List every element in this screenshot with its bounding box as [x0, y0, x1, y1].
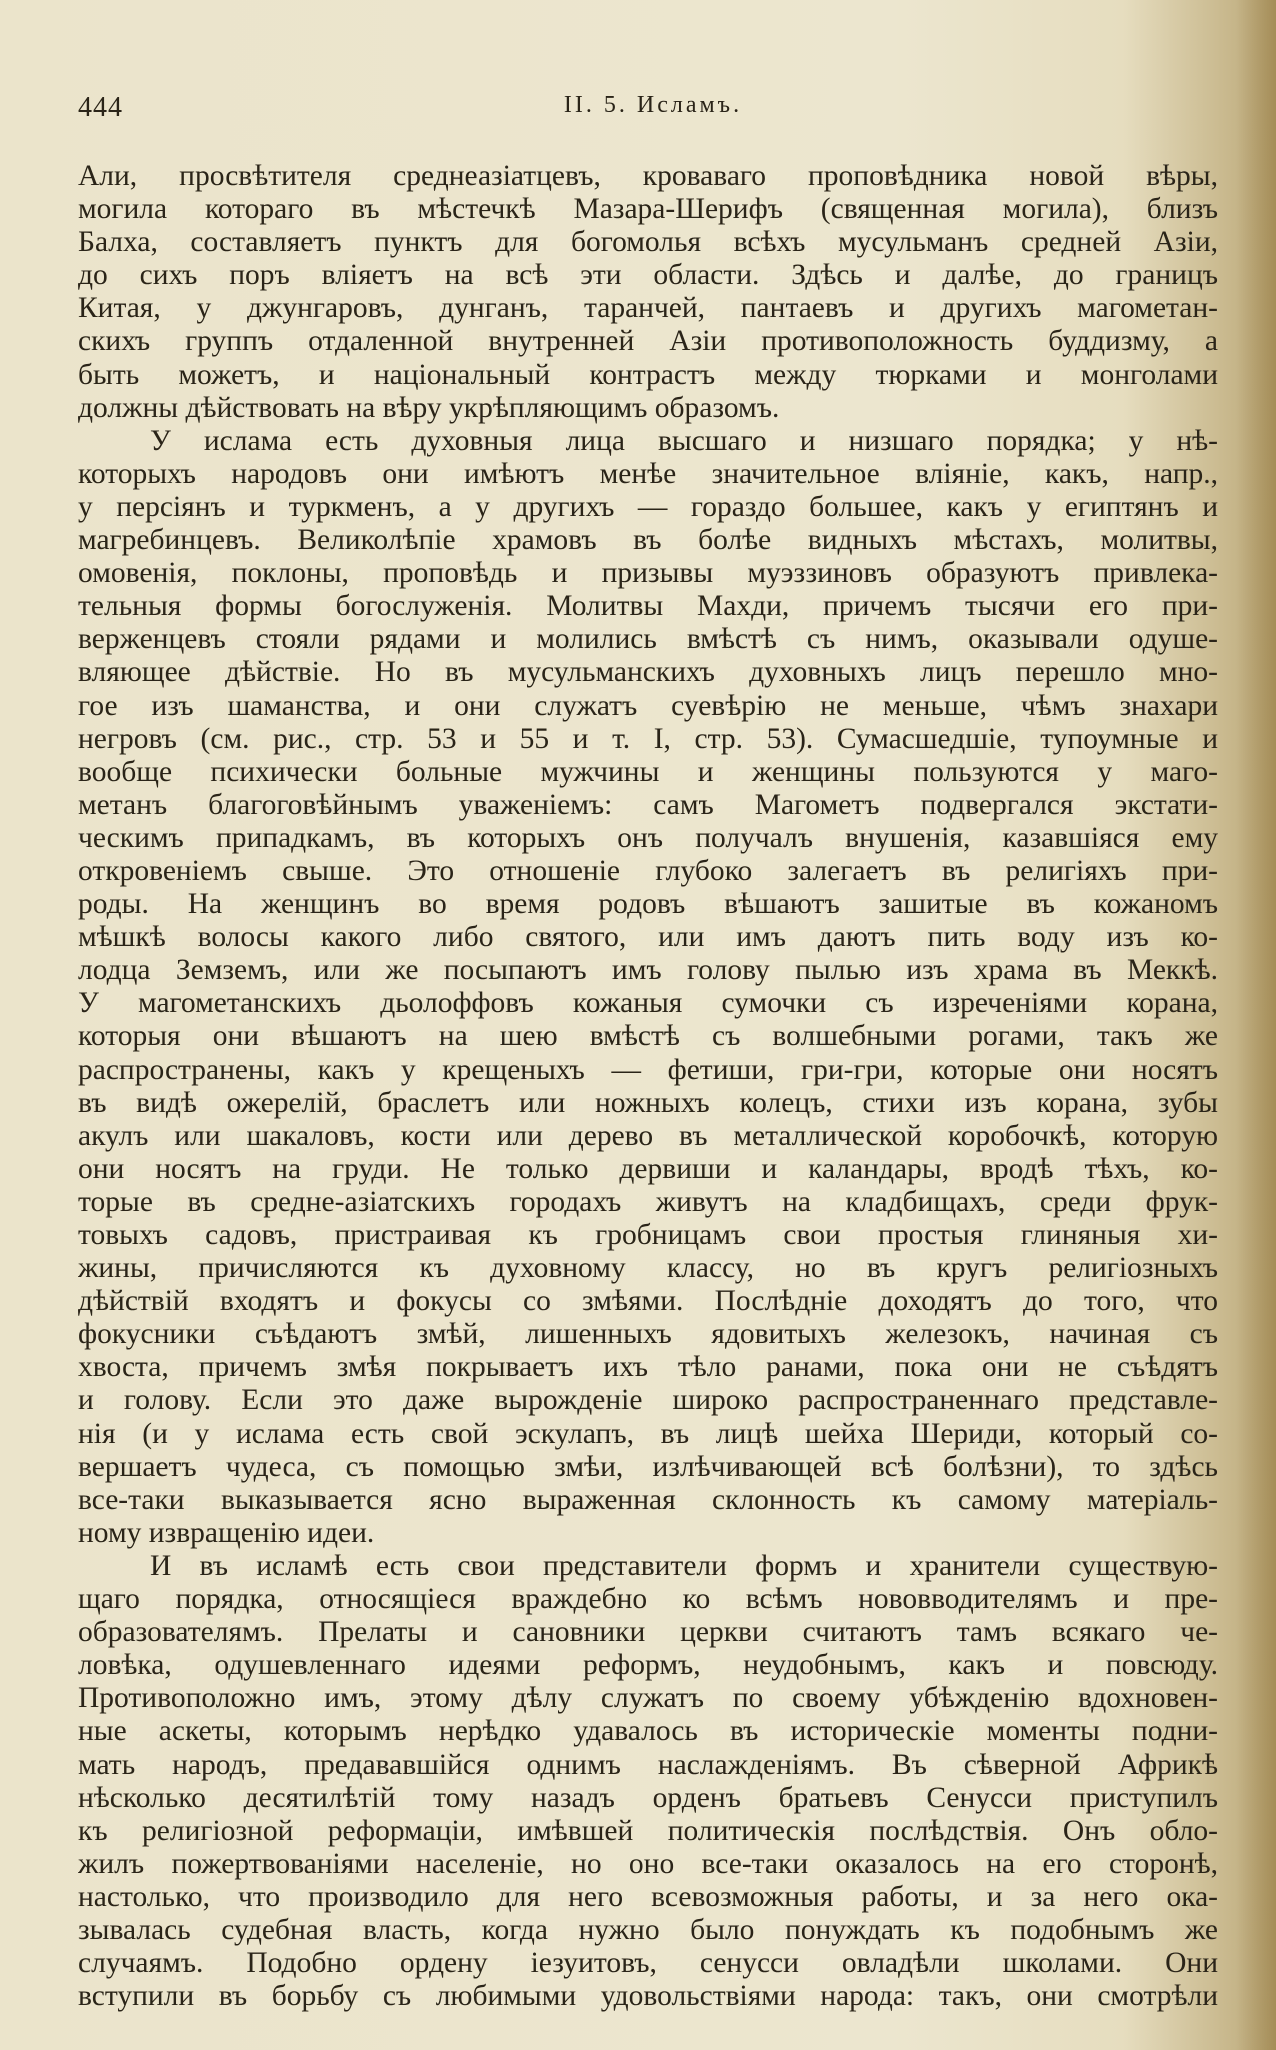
text-line: къ религіозной реформаціи, имѣвшей политическія послѣдствія. Онъ обло-	[78, 1814, 1218, 1847]
text-line: вообще психически больные мужчины и женщины пользуются у маго-	[78, 755, 1218, 788]
text-line: мѣшкѣ волосы какого либо святого, или имъ даютъ пить воду изъ ко-	[78, 921, 1218, 954]
text-line: откровеніемъ свыше. Это отношеніе глубоко залегаетъ въ религіяхъ при-	[78, 854, 1218, 887]
text-line: фокусники съѣдаютъ змѣй, лишенныхъ ядовитыхъ железокъ, начиная съ	[78, 1318, 1218, 1351]
text-line: верженцевъ стояли рядами и молились вмѣстѣ съ нимъ, оказывали одуше-	[78, 623, 1218, 656]
body-text	[78, 160, 1218, 2013]
page-header	[78, 92, 1228, 128]
text-line: дѣйствій входятъ и фокусы со змѣями. Послѣдніе доходятъ до того, что	[78, 1285, 1218, 1318]
text-line: Али, просвѣтителя среднеазіатцевъ, кроваваго проповѣдника новой вѣры,	[78, 160, 1218, 192]
text-line: гое изъ шаманства, и они служатъ суевѣрію не меньше, чѣмъ знахари	[78, 689, 1218, 722]
text-line: роды. На женщинъ во время родовъ вѣшаютъ зашитые въ кожаномъ	[78, 888, 1218, 921]
page-edge-shadow	[1236, 0, 1276, 2050]
text-line: ловѣка, одушевленнаго идеями реформъ, неудобнымъ, какъ и повсюду.	[78, 1649, 1218, 1682]
text-line: жилъ пожертвованіями населеніе, но оно все-таки оказалось на его сторонѣ,	[78, 1847, 1218, 1880]
text-line: щаго порядка, относящіеся враждебно ко всѣмъ нововводителямъ и пре-	[78, 1583, 1218, 1616]
text-line: тельныя формы богослуженія. Молитвы Махди, причемъ тысячи его при-	[78, 590, 1218, 623]
text-line: Китая, у джунгаровъ, дунганъ, таранчей, пантаевъ и другихъ магометан-	[78, 292, 1218, 325]
text-line: метанъ благоговѣйнымъ уваженіемъ: самъ Магометъ подвергался экстати-	[78, 788, 1218, 821]
text-line: зывалась судебная власть, когда нужно было понуждать къ подобнымъ же	[78, 1913, 1218, 1946]
text-line: которыя они вѣшаютъ на шею вмѣстѣ съ волшебными рогами, такъ же	[78, 1020, 1218, 1053]
text-line: вступили въ борьбу съ любимыми удовольствіями народа: такъ, они смотрѣли	[78, 1980, 1218, 2013]
text-line: вершаетъ чудеса, съ помощью змѣи, излѣчивающей всѣ болѣзни), то здѣсь	[78, 1450, 1218, 1483]
text-line: у персіянъ и туркменъ, а у другихъ — гораздо большее, какъ у египтянъ и	[78, 490, 1218, 523]
text-line: случаямъ. Подобно ордену іезуитовъ, сенусси овладѣли школами. Они	[78, 1947, 1218, 1980]
text-line: нія (и у ислама есть свой эскулапъ, въ лицѣ шейха Шериди, который со-	[78, 1417, 1218, 1450]
text-line: скихъ группъ отдаленной внутренней Азіи противоположность буддизму, а	[78, 325, 1218, 358]
text-line: омовенія, поклоны, проповѣдь и призывы муэззиновъ образуютъ привлека-	[78, 557, 1218, 590]
text-line: образователямъ. Прелаты и сановники церкви считаютъ тамъ всякаго че-	[78, 1616, 1218, 1649]
text-line: должны дѣйствовать на вѣру укрѣпляющимъ образомъ.	[78, 391, 780, 424]
text-line: все-таки выказывается ясно выраженная склонность къ самому матеріаль-	[78, 1483, 1218, 1516]
text-line: торые въ средне-азіатскихъ городахъ живутъ на кладбищахъ, среди фрук-	[78, 1185, 1218, 1218]
text-line: Противоположно имъ, этому дѣлу служатъ по своему убѣжденію вдохновен-	[78, 1682, 1218, 1715]
text-line: ческимъ припадкамъ, въ которыхъ онъ получалъ внушенія, казавшіяся ему	[78, 821, 1218, 854]
text-line: акулъ или шакаловъ, кости или дерево въ металлической коробочкѣ, которую	[78, 1119, 1218, 1152]
page-number: 444	[78, 92, 123, 123]
text-line: вляющее дѣйствіе. Но въ мусульманскихъ духовныхъ лицъ перешло мно-	[78, 656, 1218, 689]
text-line: ные аскеты, которымъ нерѣдко удавалось въ историческіе моменты подни-	[78, 1715, 1218, 1748]
text-line: жины, причисляются къ духовному классу, но въ кругъ религіозныхъ	[78, 1252, 1218, 1285]
text-line: негровъ (см. рис., стр. 53 и 55 и т. I, стр. 53). Сумасшедшіе, тупоумные и	[78, 722, 1218, 755]
text-line: въ видѣ ожерелій, браслетъ или ножныхъ колецъ, стихи изъ корана, зубы	[78, 1086, 1218, 1119]
text-line: могила котораго въ мѣстечкѣ Мазара-Шерифъ (священная могила), близъ	[78, 193, 1218, 226]
text-line: ному извращенію идеи.	[78, 1516, 375, 1549]
running-title: II. 5. Исламъ.	[563, 92, 743, 118]
text-line: настолько, что производило для него всевозможныя работы, и за него ока-	[78, 1880, 1218, 1913]
text-line: быть можетъ, и національный контрастъ между тюрками и монголами	[78, 358, 1218, 391]
text-line: распространены, какъ у крещеныхъ — фетиши, гри-гри, которые они носятъ	[78, 1053, 1218, 1086]
text-line: хвоста, причемъ змѣя покрываетъ ихъ тѣло ранами, пока они не съѣдятъ	[78, 1351, 1218, 1384]
text-line: И въ исламѣ есть свои представители формъ и хранители существую-	[150, 1549, 1218, 1582]
text-line: У магометанскихъ дьолоффовъ кожаныя сумочки съ изреченіями корана,	[78, 987, 1218, 1020]
text-line: товыхъ садовъ, пристраивая къ гробницамъ свои простыя глиняныя хи-	[78, 1219, 1218, 1251]
text-line: которыхъ народовъ они имѣютъ менѣе значительное вліяніе, какъ, напр.,	[78, 457, 1218, 490]
text-line: мать народъ, предававшійся однимъ наслажденіямъ. Въ сѣверной Африкѣ	[78, 1748, 1218, 1781]
text-line: нѣсколько десятилѣтій тому назадъ орденъ братьевъ Сенусси приступилъ	[78, 1781, 1218, 1814]
text-line: Балха, составляетъ пунктъ для богомолья всѣхъ мусульманъ средней Азіи,	[78, 226, 1218, 259]
text-line: магребинцевъ. Великолѣпіе храмовъ въ болѣе видныхъ мѣстахъ, молитвы,	[78, 524, 1218, 557]
text-line: лодца Земземъ, или же посыпаютъ имъ голову пылью изъ храма въ Меккѣ.	[78, 954, 1218, 987]
text-line: они носятъ на груди. Не только дервиши и каландары, вродѣ тѣхъ, ко-	[78, 1152, 1218, 1185]
text-line: до сихъ поръ вліяетъ на всѣ эти области. Здѣсь и далѣе, до границъ	[78, 259, 1218, 292]
text-line: и голову. Если это даже вырожденіе широко распространеннаго представле-	[78, 1384, 1218, 1417]
text-line: У ислама есть духовныя лица высшаго и низшаго порядка; у нѣ-	[150, 424, 1218, 457]
